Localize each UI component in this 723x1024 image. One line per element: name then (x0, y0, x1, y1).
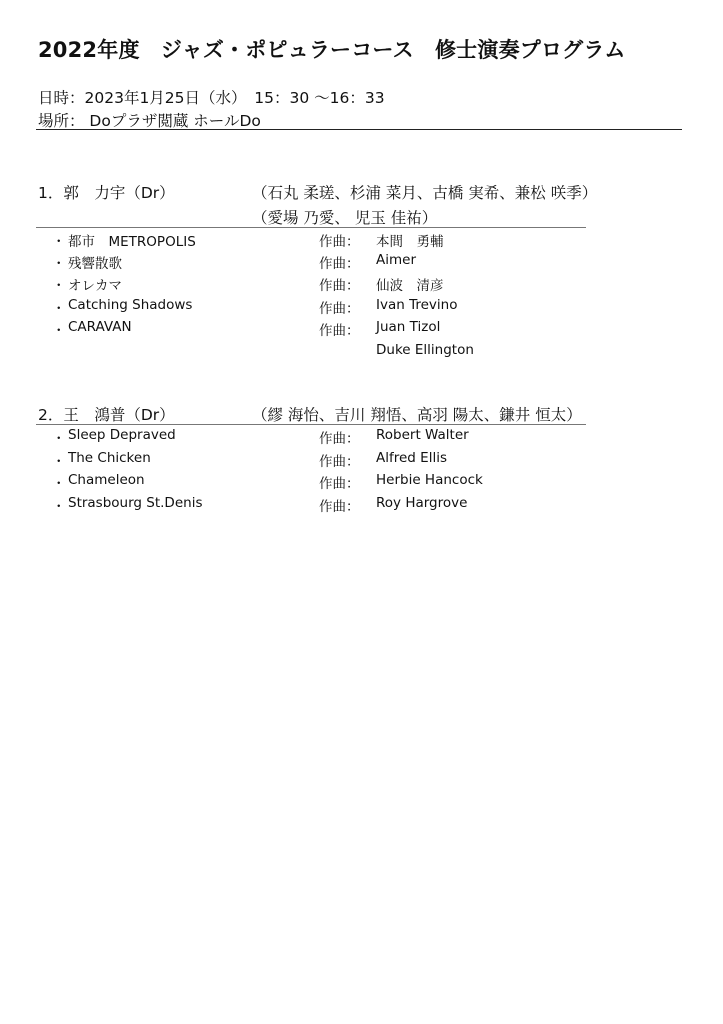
program-item (0, 427, 723, 449)
header-divider (36, 129, 682, 130)
composer-label: 作曲： (319, 476, 360, 492)
song-title: Strasbourg St.Denis (68, 495, 203, 511)
program-item (0, 495, 723, 517)
composer-label: 作曲： (319, 301, 360, 317)
song-title: 残響散歌 (68, 256, 122, 272)
composer-name: Aimer (376, 252, 416, 268)
section-divider (36, 227, 586, 228)
bullet: ・ (52, 476, 66, 492)
bullet: ・ (52, 234, 66, 250)
composer-name: Juan Tizol (376, 319, 441, 335)
band-members-line: （繆 海怡、吉川 翔悟、高羽 陽太、鎌井 恒太） (252, 406, 582, 424)
composer-name: Duke Ellington (376, 342, 474, 358)
composer-name: Alfred Ellis (376, 450, 447, 466)
song-title: Sleep Depraved (68, 427, 176, 443)
bullet: ・ (52, 301, 66, 317)
composer-label: 作曲： (319, 234, 360, 250)
band-members-line: （愛場 乃愛、 児玉 佳祐） (252, 209, 438, 227)
bullet: ・ (52, 499, 66, 515)
bullet: ・ (52, 323, 66, 339)
composer-label: 作曲： (319, 278, 360, 294)
section-divider (36, 424, 586, 425)
program-item (0, 319, 723, 341)
composer-name: 本間 勇輔 (376, 234, 444, 250)
page-title: 2022年度 ジャズ・ポピュラーコース 修士演奏プログラム (38, 38, 626, 62)
performer-title: 1．郭 力宇（Dr） (38, 184, 175, 202)
song-title: 都市 METROPOLIS (68, 234, 196, 250)
date-time-line: 日時：2023年1月25日（水） 15：30 ～16：33 (38, 89, 385, 107)
program-item (0, 342, 723, 364)
performer-title: 2．王 鴻普（Dr） (38, 406, 175, 424)
composer-label: 作曲： (319, 454, 360, 470)
program-item (0, 450, 723, 472)
song-title: CARAVAN (68, 319, 132, 335)
bullet: ・ (52, 256, 66, 272)
composer-label: 作曲： (319, 256, 360, 272)
composer-label: 作曲： (319, 499, 360, 515)
composer-label: 作曲： (319, 431, 360, 447)
composer-name: Roy Hargrove (376, 495, 468, 511)
program-item (0, 274, 723, 296)
song-title: The Chicken (68, 450, 151, 466)
composer-name: 仙波 清彦 (376, 278, 444, 294)
venue-line: 場所： Doプラザ閲蔵 ホールDo (38, 112, 261, 130)
program-item (0, 252, 723, 274)
song-title: Catching Shadows (68, 297, 193, 313)
song-title: オレカマ (68, 278, 122, 294)
composer-name: Herbie Hancock (376, 472, 483, 488)
bullet: ・ (52, 278, 66, 294)
bullet: ・ (52, 431, 66, 447)
program-item (0, 472, 723, 494)
program-item (0, 230, 723, 252)
song-title: Chameleon (68, 472, 145, 488)
composer-name: Ivan Trevino (376, 297, 458, 313)
composer-label: 作曲： (319, 323, 360, 339)
composer-name: Robert Walter (376, 427, 469, 443)
program-item (0, 297, 723, 319)
band-members-line: （石丸 柔瑳、杉浦 菜月、古橋 実希、兼松 咲季） (252, 184, 598, 202)
bullet: ・ (52, 454, 66, 470)
